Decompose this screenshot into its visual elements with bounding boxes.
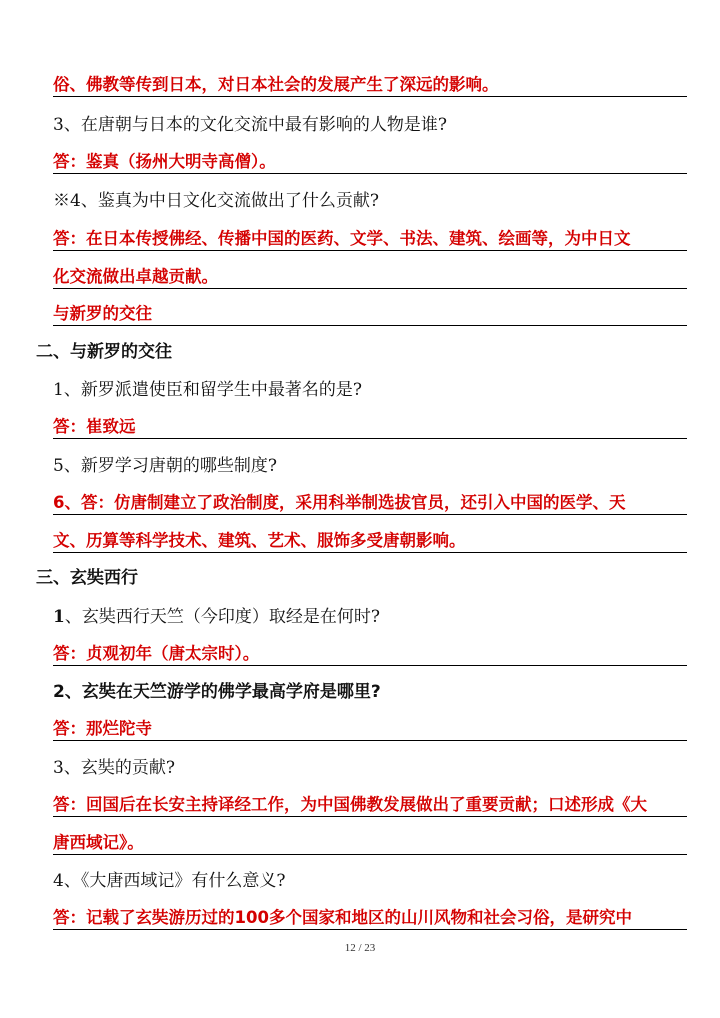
- question-line: 3、玄奘的贡献?: [53, 758, 175, 778]
- answer-line: 答：记载了玄奘游历过的100多个国家和地区的山川风物和社会习俗，是研究中: [53, 907, 687, 930]
- page-number: 12 / 23: [344, 942, 376, 954]
- answer-line: 文、历算等科学技术、建筑、艺术、服饰多受唐朝影响。: [53, 530, 687, 553]
- answer-line: 唐西域记》。: [53, 832, 687, 855]
- question-line: 1、新罗派遣使臣和留学生中最著名的是?: [53, 380, 362, 400]
- question-line: 3、在唐朝与日本的文化交流中最有影响的人物是谁?: [53, 115, 447, 135]
- question-number: 1: [53, 607, 65, 627]
- answer-line: 答：鉴真（扬州大明寺高僧）。: [53, 151, 687, 174]
- answer-line: 答：贞观初年（唐太宗时）。: [53, 643, 687, 666]
- question-line: ※4、鉴真为中日文化交流做出了什么贡献?: [53, 191, 379, 211]
- question-line: [53, 606, 687, 628]
- answer-line: 与新罗的交往: [53, 303, 687, 326]
- section-heading: 三、玄奘西行: [36, 568, 138, 588]
- answer-line: 化交流做出卓越贡献。: [53, 266, 687, 289]
- answer-line: 答：回国后在长安主持译经工作，为中国佛教发展做出了重要贡献；口述形成《大: [53, 794, 687, 817]
- answer-line: 6、答：仿唐制建立了政治制度，采用科举制选拔官员，还引入中国的医学、天: [53, 492, 687, 515]
- question-text: 、玄奘西行天竺（今印度）取经是在何时?: [64, 607, 380, 627]
- answer-line: 答：崔致远: [53, 416, 687, 439]
- answer-line: 俗、佛教等传到日本，对日本社会的发展产生了深远的影响。: [53, 74, 687, 97]
- question-line: 5、新罗学习唐朝的哪些制度?: [53, 456, 277, 476]
- answer-line: 答：在日本传授佛经、传播中国的医药、文学、书法、建筑、绘画等，为中日文: [53, 228, 687, 251]
- section-heading: 二、与新罗的交往: [36, 342, 172, 362]
- answer-line: 答：那烂陀寺: [53, 718, 687, 741]
- question-line: 2、玄奘在天竺游学的佛学最高学府是哪里?: [53, 682, 381, 702]
- question-line: 4、《大唐西域记》有什么意义?: [53, 871, 286, 891]
